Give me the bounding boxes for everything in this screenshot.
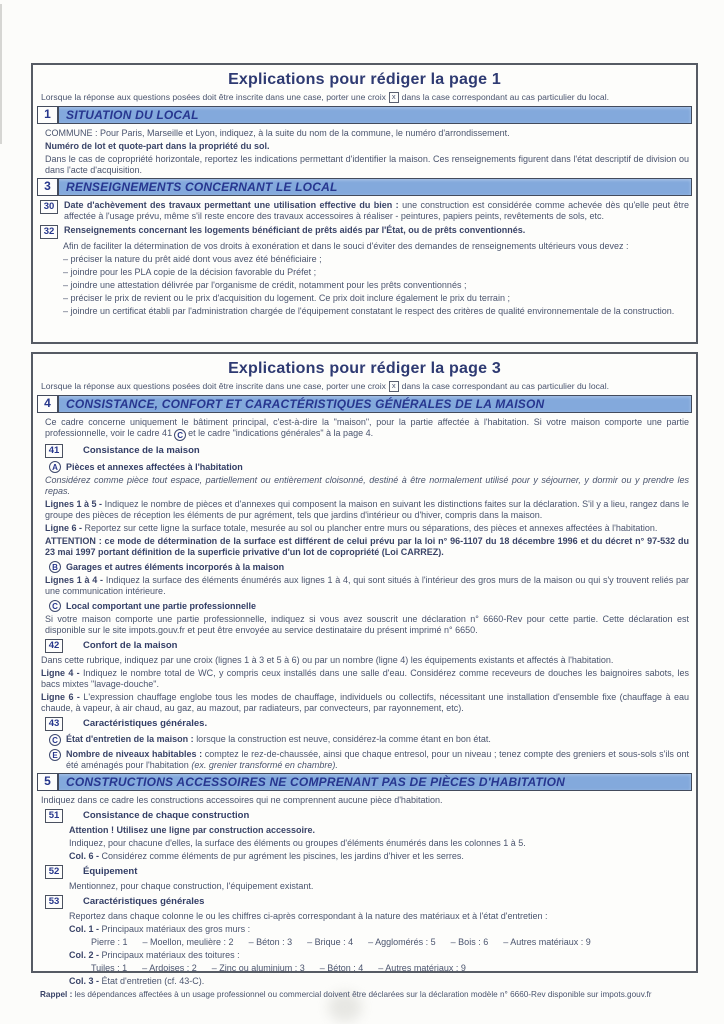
col-2-text: Principaux matériaux des toitures : [101, 950, 240, 960]
page3-title: Explications pour rédiger la page 3 [228, 360, 501, 377]
intro-text-before: Lorsque la réponse aux questions posées doit être inscrite dans une case, porter une croix [41, 92, 386, 102]
item-42-ligne-6 [41, 692, 689, 714]
item-42-number-box: 42 [45, 639, 63, 653]
niveaux-habitables-text [66, 749, 689, 771]
item-30-number-box: 30 [40, 200, 58, 214]
ligne-6-lead: Ligne 6 - [45, 523, 83, 533]
item-51 [45, 809, 689, 823]
section-3-label: RENSEIGNEMENTS CONCERNANT LE LOCAL [66, 180, 338, 194]
page1-title: Explications pour rédiger la page 1 [228, 71, 501, 88]
item-53 [45, 895, 689, 909]
col-1-values: Pierre : 1 – Moellon, meulière : 2 – Béton : 3 – Brique : 4 – Agglomérés : 5 – Bois : 6 – Autres matériaux : 9 [91, 937, 591, 947]
item-30-lead: Date d'achèvement des travaux permettant une utilisation effective du bien : [64, 200, 399, 210]
niveaux-rest: comptez le rez-de-chaussée, ainsi que chaque entresol, pour un niveau ; tenez compte des greniers et sous-sols s'ils ont été aménagés pour l'habitation [66, 749, 689, 770]
lignes-1-5-lead: Lignes 1 à 5 - [45, 499, 103, 509]
rappel-line [40, 990, 689, 999]
item-43-number-box: 43 [45, 717, 63, 731]
intro-text-after: dans la case correspondant au cas particulier du local. [401, 92, 609, 102]
lignes-1-4-lead: Lignes 1 à 4 - [45, 575, 104, 585]
page3-intro-line [41, 381, 689, 392]
ligne-6-lead: Ligne 6 - [41, 692, 80, 702]
col-3-row [69, 976, 689, 987]
item-52-heading: Équipement [83, 866, 138, 877]
section-4-intro-paragraph [45, 417, 689, 441]
item-41 [45, 444, 689, 458]
ligne-6-text: L'expression chauffage englobe tous les modes de chauffage, individuels ou collectifs, nécessitant une installation d'ensemble fixe (chauffage à eau chaude, à vapeur, à air chaud, au gaz, au mazout, par radiateurs, par convecteurs, par rayonnement, etc). [41, 692, 689, 713]
item-41-heading: Consistance de la maison [83, 445, 200, 456]
item-51-heading: Consistance de chaque construction [83, 810, 250, 821]
cadre-text-before: Ce cadre concerne uniquement le bâtiment principal, c'est-à-dire la "maison", pour la partie affectée à l'habitation. Si votre maison comporte une partie professionnelle, voir le cadre 41 [45, 417, 689, 438]
item-51-paragraph: Indiquez, pour chacune d'elles, la surface des éléments ou groupes d'éléments énumérés dans les colonnes 1 à 5. [69, 838, 526, 848]
list-item: – joindre un certificat établi par l'administration chargée de l'équipement constatant le respect des critères de qualité environnementale de la construction. [63, 306, 675, 316]
sub-a-heading: Pièces et annexes affectées à l'habitation [66, 462, 243, 472]
item-32-paragraph: Afin de faciliter la détermination de vos droits à exonération et dans le souci d'éviter des demandes de renseignements ultérieurs vous devez : [63, 241, 629, 251]
sub-a-lignes-1-5 [45, 499, 689, 521]
cross-checkbox-glyph: x [389, 92, 399, 103]
section-5-intro-paragraph: Indiquez dans ce cadre les constructions accessoires qui ne comprennent aucune pièce d'habitation. [41, 795, 443, 805]
circled-letter-b: B [49, 561, 61, 573]
col-2-lead: Col. 2 - [69, 950, 100, 960]
col-2-row [69, 950, 689, 961]
intro-text-after: dans la case correspondant au cas particulier du local. [401, 381, 609, 391]
item-32-lead: Renseignements concernant les logements bénéficiant de prêts aidés par l'État, ou de prêts conventionnés. [64, 225, 526, 235]
explanations-page3-panel [31, 352, 698, 999]
col-6-lead: Col. 6 - [69, 851, 100, 861]
sub-b-lignes-1-4 [45, 575, 689, 597]
list-item: – joindre pour les PLA copie de la décision favorable du Préfet ; [63, 267, 317, 277]
item-32-text [64, 225, 689, 236]
section-1-label: SITUATION DU LOCAL [66, 108, 199, 122]
item-51-number-box: 51 [45, 809, 63, 823]
circled-letter-e: E [49, 749, 61, 761]
item-42-heading: Confort de la maison [83, 640, 178, 651]
sub-b-heading: Garages et autres éléments incorporés à la maison [66, 562, 285, 572]
col-1-lead: Col. 1 - [69, 924, 100, 934]
rappel-text: les dépendances affectées à un usage professionnel ou commercial doivent être déclarées sur la déclaration modèle n° 6660-Rev disponible sur impots.gouv.fr [74, 990, 652, 999]
section-1-header [37, 106, 692, 124]
item-51-attention: Attention ! Utilisez une ligne par construction accessoire. [69, 825, 316, 835]
item-43 [45, 717, 689, 731]
circled-letter-c: C [174, 429, 186, 441]
explanations-page1-panel [31, 63, 698, 344]
sub-b-heading-row [49, 561, 689, 573]
col-3-lead: Col. 3 - [69, 976, 100, 986]
item-43-heading: Caractéristiques générales. [83, 718, 208, 729]
section-5-number-box: 5 [38, 774, 59, 790]
section-3-number-box: 3 [38, 179, 59, 195]
niveaux-example: (ex. grenier transformé en chambre). [191, 760, 338, 770]
cadre-text-after: et le cadre "indications générales" à la page 4. [188, 428, 374, 438]
intro-text-before: Lorsque la réponse aux questions posées doit être inscrite dans une case, porter une croix [41, 381, 386, 391]
lot-paragraph: Dans le cas de copropriété horizontale, reportez les indications permettant d'identifier la maison. Ces renseignements figurent dans l'état descriptif de division ou dans l'acte d'acquisition. [45, 154, 689, 175]
col-1-text: Principaux matériaux des gros murs : [101, 924, 251, 934]
sub-a-italic-note: Considérez comme pièce tout espace, partiellement ou entièrement cloisonné, destiné à être normalement utilisé pour y séjourner, y dormir ou y prendre les repas. [45, 475, 689, 496]
cross-checkbox-glyph: x [389, 381, 399, 392]
niveaux-lead: Nombre de niveaux habitables : [66, 749, 203, 759]
item-51-col-6 [69, 851, 689, 862]
item-41-number-box: 41 [45, 444, 63, 458]
commune-paragraph: COMMUNE : Pour Paris, Marseille et Lyon, indiquez, à la suite du nom de la commune, le numéro d'arrondissement. [45, 128, 510, 138]
rappel-lead: Rappel : [40, 990, 73, 999]
list-item: – préciser la nature du prêt aidé dont vous avez été bénéficiaire ; [63, 254, 322, 264]
list-item: – joindre une attestation délivrée par l'organisme de crédit, notamment pour les prêts conventionnés ; [63, 280, 467, 290]
attention-paragraph: ATTENTION : ce mode de détermination de la surface est différent de celui prévu par la loi n° 96-1107 du 18 décembre 1996 et du décret n° 97-532 du 23 mai 1997 portant définition de la superficie privative d'un lot de copropriété (Loi CARREZ). [45, 536, 689, 557]
col-6-text: Considérez comme éléments de pur agrément les piscines, les jardins d'hiver et les serres. [101, 851, 464, 861]
section-1-number-box: 1 [38, 107, 59, 123]
col-1-row [69, 924, 689, 935]
item-30-rest: une construction est considérée comme achevée dès qu'elle peut être affectée à l'usage prévu, même s'il reste encore des travaux accessoires à réaliser - peintures, papiers peints, revêtements de sols, etc. [64, 200, 689, 221]
etat-entretien-rest: lorsque la construction est neuve, considérez-la comme étant en bon état. [196, 734, 491, 744]
item-42-paragraph: Dans cette rubrique, indiquez par une croix (lignes 1 à 3 et 5 à 6) ou par un nombre (ligne 4) les équipements existants et affectés à l'habitation. [41, 655, 614, 665]
item-52-paragraph: Mentionnez, pour chaque construction, l'équipement existant. [69, 881, 314, 891]
item-30-text [64, 200, 689, 222]
item-32-number-box: 32 [40, 225, 58, 239]
section-4-header [37, 395, 692, 413]
lignes-1-4-text: Indiquez la surface des éléments énumérés aux lignes 1 à 4, qui sont situés à l'intérieur des gros murs de la maison ou qui s'y trouvent reliés par une communication intérieure. [45, 575, 689, 596]
item-42 [45, 639, 689, 653]
sub-c-heading-row [49, 600, 689, 612]
circled-letter-c: C [49, 734, 61, 746]
col-2-values: Tuiles : 1 – Ardoises : 2 – Zinc ou aluminium : 3 – Béton : 4 – Autres matériaux : 9 [91, 963, 466, 973]
section-5-label: CONSTRUCTIONS ACCESSOIRES NE COMPRENANT PAS DE PIÈCES D'HABITATION [66, 775, 565, 789]
page1-intro-line [41, 92, 689, 103]
item-30 [40, 200, 689, 222]
sub-c-heading: Local comportant une partie professionnelle [66, 601, 257, 611]
lot-heading: Numéro de lot et quote-part dans la propriété du sol. [45, 141, 270, 151]
sub-a-heading-row [49, 461, 689, 473]
circled-letter-a: A [49, 461, 61, 473]
item-53-number-box: 53 [45, 895, 63, 909]
list-item: – préciser le prix de revient ou le prix d'acquisition du logement. Ce prix doit inclure également le prix du terrain ; [63, 293, 510, 303]
sub-c-paragraph: Si votre maison comporte une partie professionnelle, indiquez si vous avez souscrit une déclaration n° 6660-Rev pour cette partie. Cette déclaration est disponible sur le site impots.gouv.fr et peut être envoyée au service destinataire du présent imprimé n° 6650. [45, 614, 689, 635]
etat-entretien-lead: État d'entretien de la maison : [66, 734, 194, 744]
col-3-text: État d'entretien (cf. 43-C). [101, 976, 205, 986]
ligne-4-text: Indiquez le nombre total de WC, y compris ceux installés dans une salle d'eau. Considérez comme receveurs de douches les baignoires sabots, les bacs mixtes "lavage-douche". [41, 668, 689, 689]
item-53-heading: Caractéristiques générales [83, 896, 205, 907]
section-3-header [37, 178, 692, 196]
item-53-paragraph: Reportez dans chaque colonne le ou les chiffres ci-après correspondant à la nature des matériaux et à l'état d'entretien : [69, 911, 548, 921]
item-42-ligne-4 [41, 668, 689, 690]
etat-entretien-text [66, 734, 689, 745]
section-4-number-box: 4 [38, 396, 59, 412]
niveaux-habitables-row [49, 749, 689, 771]
item-32 [40, 225, 689, 239]
sub-a-ligne-6 [45, 523, 689, 534]
lignes-1-5-text: Indiquez le nombre de pièces et d'annexes qui composent la maison en suivant les distinctions faites sur la déclaration. S'il y a lieu, rangez dans le groupe des pièces de réception les éléments de pur agrément, tels que jardins d'intérieur ou d'hiver, compris dans la maison. [45, 499, 689, 520]
etat-entretien-row [49, 734, 689, 746]
circled-letter-c: C [49, 600, 61, 612]
item-52 [45, 865, 689, 879]
section-4-label: CONSISTANCE, CONFORT ET CARACTÉRISTIQUES GÉNÉRALES DE LA MAISON [66, 397, 545, 411]
ligne-6-text: Reportez sur cette ligne la surface totale, mesurée au sol ou plancher entre murs ou séparations, des pièces et annexes affectées à l'habitation. [84, 523, 658, 533]
item-52-number-box: 52 [45, 865, 63, 879]
scan-edge-artifact [0, 4, 2, 144]
section-5-header [37, 773, 692, 791]
ligne-4-lead: Ligne 4 - [41, 668, 80, 678]
